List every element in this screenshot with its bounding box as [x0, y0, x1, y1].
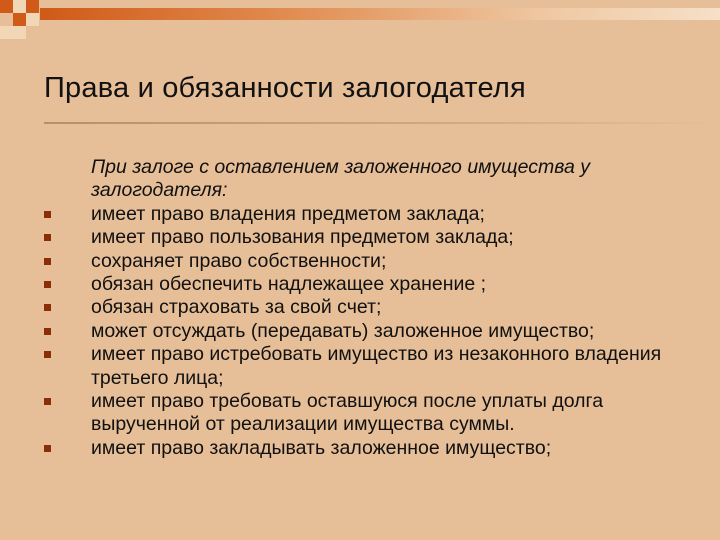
bullet-text: обязан страховать за свой счет; [91, 296, 382, 319]
square-bullet-icon [44, 328, 51, 335]
bullet-item [44, 273, 704, 296]
bullet-text: имеет право владения предметом заклада; [91, 202, 485, 225]
bullet-item [44, 437, 704, 460]
square-bullet-icon [44, 211, 51, 218]
decor-square [13, 26, 26, 39]
slide-title: Права и обязанности залогодателя [44, 72, 526, 104]
bullet-item [44, 296, 704, 319]
decor-square [26, 0, 39, 13]
slide-content [44, 156, 704, 460]
square-bullet-icon [44, 258, 51, 265]
decor-square [26, 13, 39, 26]
decor-square [0, 0, 13, 13]
bullet-text: имеет право закладывать заложенное имущество; [91, 436, 552, 459]
square-bullet-icon [44, 234, 51, 241]
bullet-text: может отсуждать (передавать) заложенное имущество; [91, 319, 595, 342]
bullet-text: имеет право пользования предметом заклада; [91, 226, 514, 249]
decor-square [0, 26, 13, 39]
bullet-item [44, 390, 704, 437]
bullet-item [44, 343, 704, 390]
square-bullet-icon [44, 304, 51, 311]
header-gradient-bar [40, 8, 720, 20]
square-bullet-icon [44, 281, 51, 288]
bullet-text: имеет право истребовать имущество из незаконного владения третьего лица; [91, 343, 662, 389]
bullet-item [44, 320, 704, 343]
square-bullet-icon [44, 351, 51, 358]
decor-square [13, 13, 26, 26]
bullet-text: имеет право требовать оставшуюся после уплаты долга вырученной от реализации имущества суммы. [91, 390, 604, 436]
square-bullet-icon [44, 445, 51, 452]
decor-square [13, 0, 26, 13]
bullet-item [44, 203, 704, 226]
bullet-list [44, 203, 704, 460]
intro-text: При залоге с оставлением заложенного имущества у залогодателя: [91, 156, 591, 202]
bullet-text: обязан обеспечить надлежащее хранение ; [91, 273, 487, 296]
bullet-item [44, 250, 704, 273]
square-bullet-icon [44, 398, 51, 405]
bullet-text: сохраняет право собственности; [91, 249, 387, 272]
title-divider [44, 122, 720, 124]
bullet-item [44, 226, 704, 249]
